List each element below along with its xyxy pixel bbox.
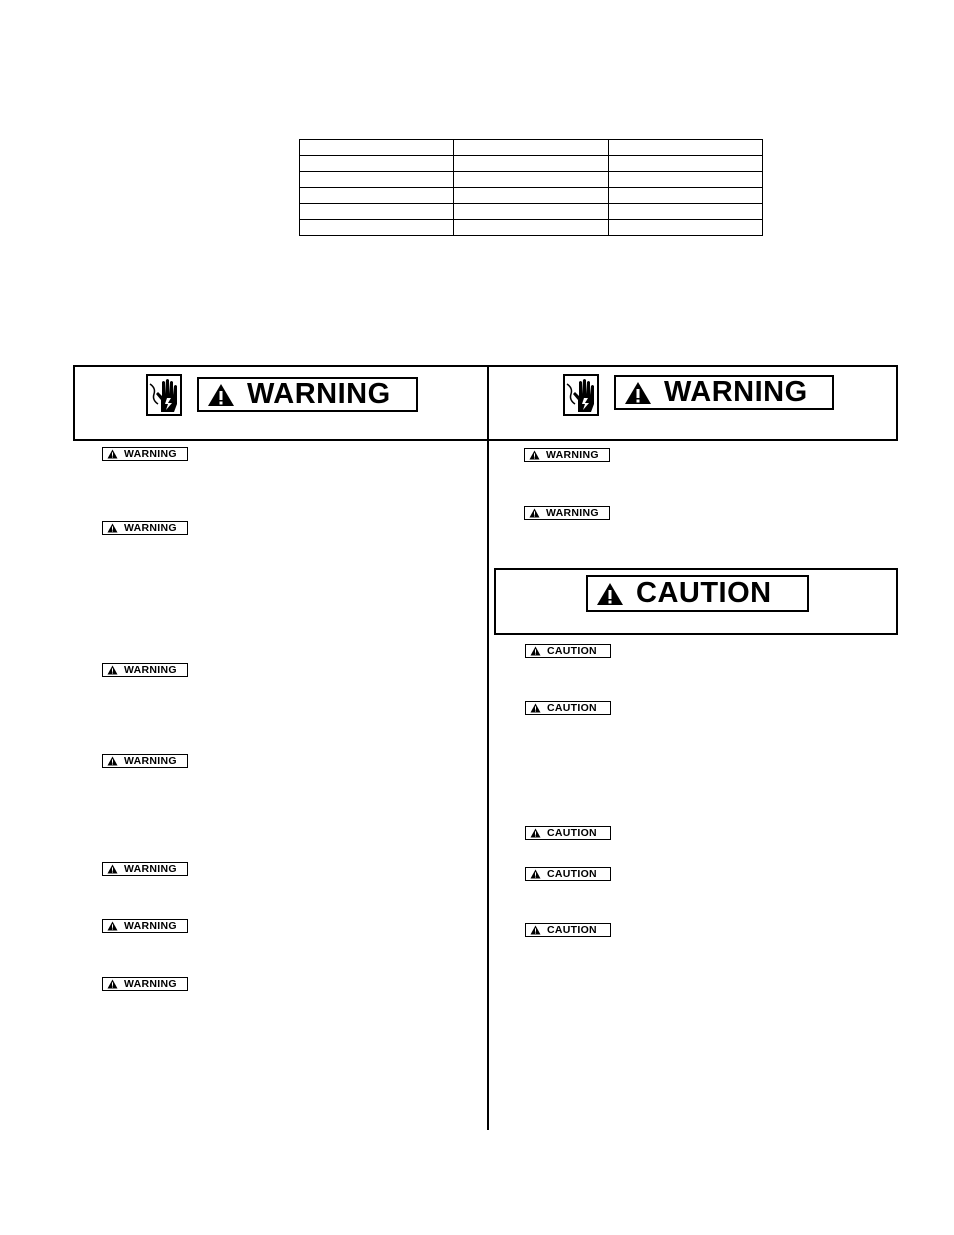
table-row [300, 156, 763, 172]
warning-header-label-right [614, 375, 834, 410]
table-cell [454, 188, 608, 204]
caution-label [525, 701, 611, 715]
signal-word: WARNING [546, 448, 599, 461]
table-cell [454, 140, 608, 156]
table-cell [454, 156, 608, 172]
exclamation-triangle-icon [107, 979, 118, 989]
exclamation-triangle-icon [207, 383, 235, 407]
signal-word: WARNING [546, 506, 599, 519]
exclamation-triangle-icon [107, 864, 118, 874]
electric-shock-hand-icon [146, 374, 182, 416]
warning-label [102, 521, 188, 535]
table-cell [300, 140, 454, 156]
warning-label [102, 447, 188, 461]
exclamation-triangle-icon [107, 449, 118, 459]
warning-label [102, 862, 188, 876]
table-cell [608, 140, 762, 156]
column-divider [487, 441, 489, 1130]
caution-label [525, 826, 611, 840]
table-cell [454, 172, 608, 188]
signal-word: WARNING [124, 663, 177, 676]
table-cell [608, 204, 762, 220]
signal-word: WARNING [124, 754, 177, 767]
table-row [300, 220, 763, 236]
table-row [300, 140, 763, 156]
header-column-divider [487, 365, 489, 441]
signal-word: CAUTION [547, 644, 597, 657]
signal-word: WARNING [664, 376, 808, 408]
signal-word: CAUTION [636, 577, 772, 609]
exclamation-triangle-icon [107, 921, 118, 931]
exclamation-triangle-icon [530, 869, 541, 879]
signal-word: CAUTION [547, 701, 597, 714]
signal-word: WARNING [124, 521, 177, 534]
warning-label [102, 754, 188, 768]
warning-label [102, 919, 188, 933]
table-row [300, 188, 763, 204]
exclamation-triangle-icon [107, 665, 118, 675]
table-cell [454, 204, 608, 220]
warning-label [102, 977, 188, 991]
signal-word: CAUTION [547, 867, 597, 880]
exclamation-triangle-icon [529, 508, 540, 518]
table-cell [608, 220, 762, 236]
table-cell [608, 172, 762, 188]
exclamation-triangle-icon [529, 450, 540, 460]
table-cell [608, 188, 762, 204]
signal-word: WARNING [247, 378, 391, 410]
table-cell [608, 156, 762, 172]
caution-label [525, 644, 611, 658]
exclamation-triangle-icon [107, 756, 118, 766]
table-cell [300, 188, 454, 204]
exclamation-triangle-icon [530, 703, 541, 713]
table-cell [300, 220, 454, 236]
electric-shock-hand-icon [563, 374, 599, 416]
signal-word: CAUTION [547, 923, 597, 936]
caution-header-label [586, 575, 809, 612]
warning-label [524, 448, 610, 462]
warning-header-label-left [197, 377, 418, 412]
exclamation-triangle-icon [530, 925, 541, 935]
caution-label [525, 867, 611, 881]
exclamation-triangle-icon [530, 646, 541, 656]
warning-label [102, 663, 188, 677]
table-cell [300, 156, 454, 172]
table-row [300, 204, 763, 220]
caution-label [525, 923, 611, 937]
exclamation-triangle-icon [107, 523, 118, 533]
exclamation-triangle-icon [530, 828, 541, 838]
signal-word: CAUTION [547, 826, 597, 839]
signal-word: WARNING [124, 977, 177, 990]
table-row [300, 172, 763, 188]
table-cell [300, 204, 454, 220]
table-cell [454, 220, 608, 236]
signal-word: WARNING [124, 919, 177, 932]
warning-label [524, 506, 610, 520]
signal-word: WARNING [124, 447, 177, 460]
table-cell [300, 172, 454, 188]
spec-table [299, 139, 763, 236]
signal-word: WARNING [124, 862, 177, 875]
exclamation-triangle-icon [624, 381, 652, 405]
exclamation-triangle-icon [596, 582, 624, 606]
